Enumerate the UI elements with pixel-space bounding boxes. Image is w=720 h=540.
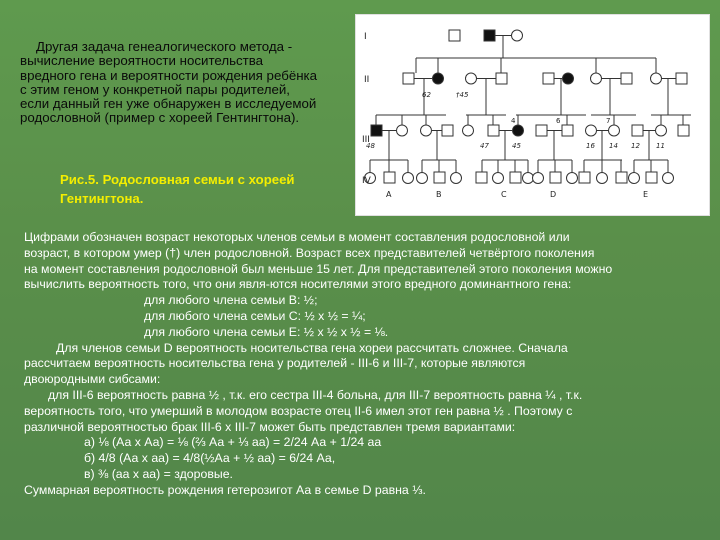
- body-line: Цифрами обозначен возраст некоторых членов семьи в момент составления родословной или: [24, 230, 570, 244]
- body-line: а) ⅛ (Аа х Аа) = ⅛ (⅔ Аа + ⅓ аа) = 2/24 Аа + 1/24 аа: [84, 435, 382, 450]
- family-letter: C: [501, 190, 507, 199]
- body-line: Для членов семьи D вероятность носительства гена хореи рассчитать сложнее. Сначала: [56, 340, 568, 355]
- individual-number: 4: [511, 117, 516, 125]
- body-line: вероятность того, что умерший в молодом возрасте отец II-6 имел этот ген равна ½ . Поэтому с: [24, 403, 573, 418]
- generation-label: III: [362, 135, 370, 145]
- body-line: для любого члена семьи С: ½ х ½ = ¼;: [144, 308, 366, 323]
- generation-label: II: [364, 75, 370, 85]
- pedigree-chart: [356, 15, 709, 215]
- body-line: рассчитаем вероятность носительства гена у родителей - III-6 и III-7, которые являются: [24, 356, 526, 371]
- age-label: 45: [512, 142, 521, 150]
- body-text: [24, 230, 712, 499]
- body-line: возраст, в котором умер (†) член родословной. Возраст всех представителей четвёртого поколения: [24, 245, 595, 260]
- body-line: двоюродными сибсами:: [24, 372, 161, 387]
- figure-caption: Рис.5. Родословная семьи с хореей Гентингтона.: [60, 172, 295, 206]
- age-label: 12: [631, 142, 640, 150]
- body-line: на момент составления родословной был меньше 15 лет. Для представителей этого поколения можно: [24, 261, 613, 276]
- body-line: Суммарная вероятность рождения гетерозигот Аа в семье D равна ⅓.: [24, 482, 426, 497]
- pedigree-female-unaffected: [512, 30, 523, 41]
- age-label: 47: [480, 142, 489, 150]
- age-label: 11: [656, 142, 665, 150]
- family-letter: E: [643, 190, 649, 199]
- family-letter: A: [386, 190, 392, 199]
- individual-number: 7: [606, 117, 611, 125]
- generation-label: IV: [362, 176, 371, 186]
- age-label: 14: [609, 142, 618, 150]
- body-line: для любого члена семьи В: ½;: [144, 293, 318, 308]
- generation-label: I: [364, 32, 367, 42]
- pedigree-figure: [355, 14, 710, 216]
- age-label: 48: [366, 142, 375, 150]
- family-letter: B: [436, 190, 442, 199]
- family-letter: D: [550, 190, 557, 199]
- body-line: вычислить вероятность того, что они явля-ются носителями этого вредного доминантного гена:: [24, 277, 572, 292]
- age-label: †45: [456, 91, 469, 99]
- individual-number: 6: [556, 117, 561, 125]
- body-line: для любого члена семьи Е: ½ х ½ х ½ = ⅛.: [144, 324, 389, 339]
- age-label: 62: [422, 91, 431, 99]
- age-label: 16: [586, 142, 595, 150]
- pedigree-male-affected: [484, 30, 495, 41]
- body-line: для III-6 вероятность равна ½ , т.к. его сестра III-4 больна, для III-7 вероятность равна ¼ , т.к.: [48, 387, 583, 402]
- body-line: б) 4/8 (Аа х аа) = 4/8(½Аа + ½ аа) = 6/24 Аа,: [84, 451, 336, 466]
- intro-paragraph: Другая задача генеалогического метода - вычисление вероятности носительства вредного гена и вероятности рождения ребёнка с этим геном у конкретной пары родителей, если данный ген уже обнаружен в исследуемой родословной (пример с хореей Гентингтона).: [20, 39, 318, 126]
- pedigree-male-unaffected: [449, 30, 460, 41]
- body-line: различной вероятностью брак III-6 х III-7 может быть представлен тремя вариантами:: [24, 419, 516, 434]
- body-line: в) ⅜ (аа х аа) = здоровые.: [84, 466, 233, 481]
